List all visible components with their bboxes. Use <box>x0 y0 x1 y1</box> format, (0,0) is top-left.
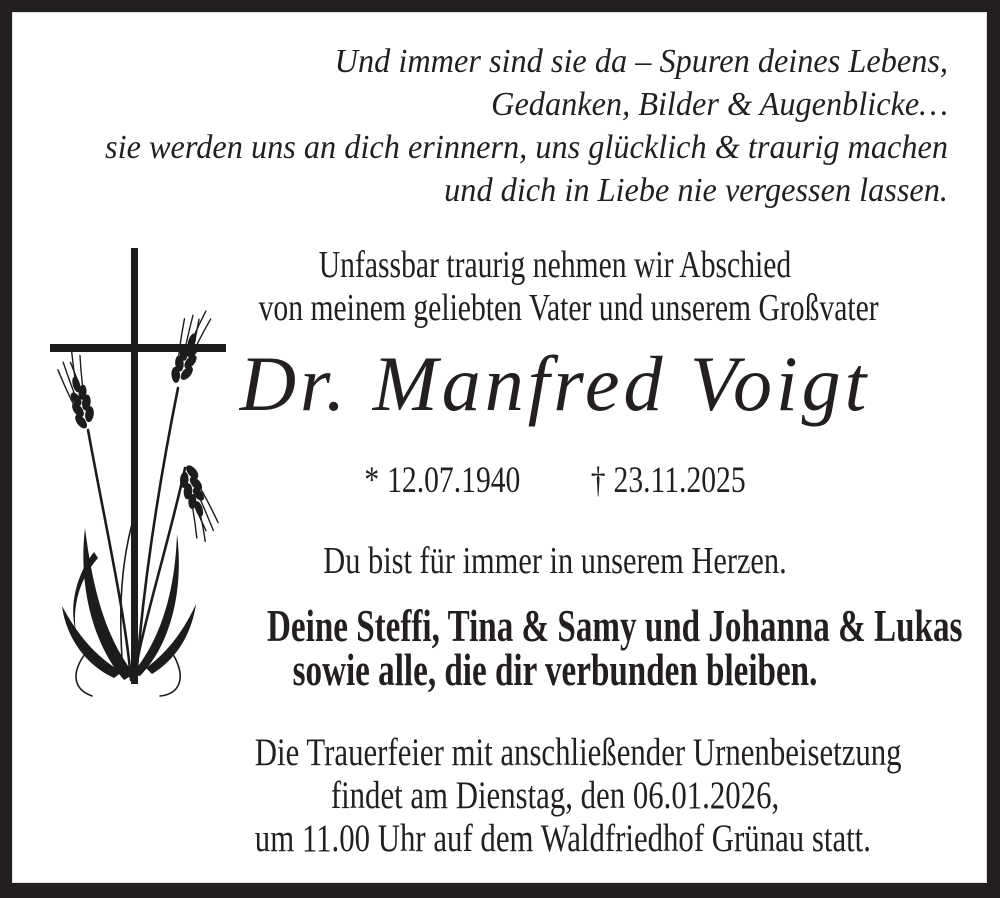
life-dates <box>251 459 859 502</box>
deceased-name: Dr. Manfred Voigt <box>239 340 871 427</box>
death-date <box>591 459 746 502</box>
intro-text <box>258 244 879 330</box>
wheat-ear <box>54 350 100 433</box>
cross-vertical-bar <box>131 248 138 684</box>
cross-wheat-illustration <box>28 228 262 700</box>
service-info <box>254 731 902 860</box>
mourners-text <box>267 600 963 695</box>
remembrance-text: Du bist für immer in unserem Herzen. <box>323 540 787 582</box>
service-line: findet am Dienstag, den 06.01.2026, <box>330 774 780 817</box>
birth-date <box>364 459 520 502</box>
service-line: Die Trauerfeier mit anschließender Urnenbeisetzung <box>254 731 902 774</box>
epigraph-line: sie werden uns an dich erinnern, uns glücklich & traurig machen <box>105 129 949 166</box>
mourners-line: Deine Steffi, Tina & Samy und Johanna & Lukas <box>267 600 963 651</box>
death-date-value: 23.11.2025 <box>613 460 746 501</box>
birth-date-value: 12.07.1940 <box>387 460 521 501</box>
epigraph-line: und dich in Liebe nie vergessen lassen. <box>444 172 948 209</box>
service-line: um 11.00 Uhr auf dem Waldfriedhof Grünau statt. <box>254 817 871 860</box>
epigraph-poem <box>85 40 948 212</box>
epigraph-line: Gedanken, Bilder & Augenblicke… <box>491 86 948 123</box>
intro-line: von meinem geliebten Vater und unserem Großvater <box>258 287 879 329</box>
birth-symbol: * <box>364 460 380 501</box>
intro-line: Unfassbar traurig nehmen wir Abschied <box>318 244 792 286</box>
wheat-ear <box>173 461 222 544</box>
epigraph-line: Und immer sind sie da – Spuren deines Lebens, <box>334 43 948 80</box>
death-cross-symbol: † <box>590 460 606 501</box>
mourners-line: sowie alle, die dir verbunden bleiben. <box>292 644 818 695</box>
